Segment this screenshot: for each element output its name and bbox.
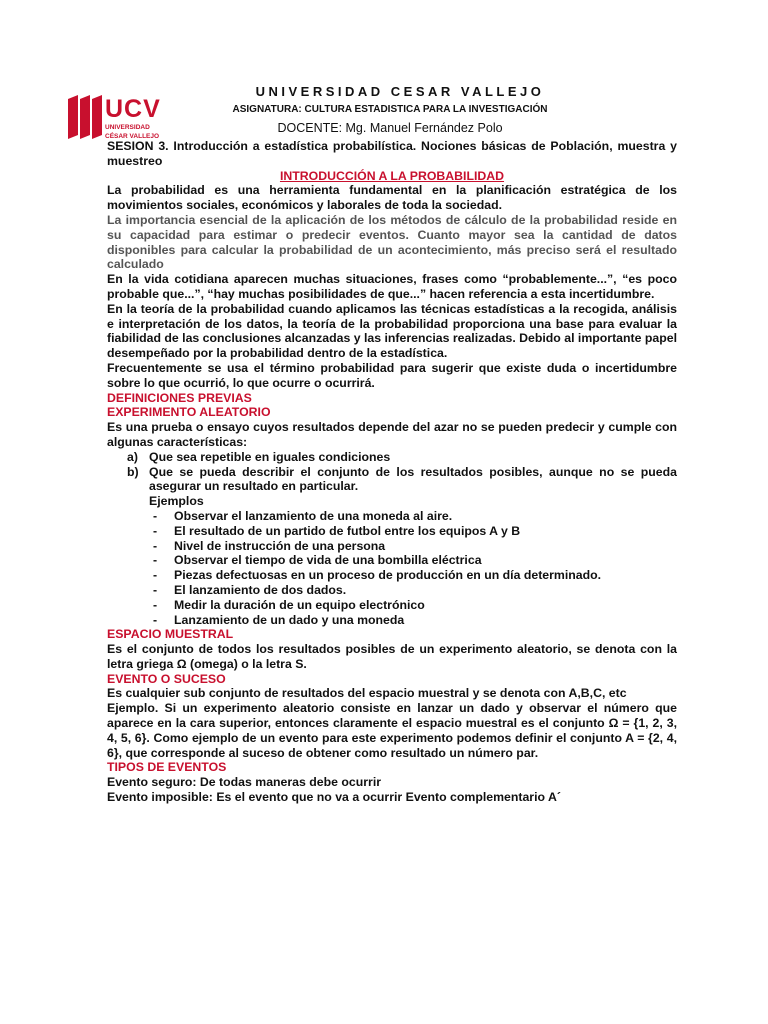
dash-marker: - (153, 538, 158, 553)
example-text: Nivel de instrucción de una persona (174, 538, 386, 553)
examples-list (107, 509, 677, 627)
event-example: Ejemplo. Si un experimento aleatorio consiste en lanzar un dado y observar el número que aparece en la cara superior, entonces claramente el espacio muestral es el conjunto Ω = {1, 2, 3, 4, 5, 6}. Como ejemplo de un evento para este experimento podemos definir el conjunto A = {2, 4, 6}, que corresponde al suceso de obtener como resultado un número par. (107, 701, 677, 760)
intro-heading: INTRODUCCIÓN A LA PROBABILIDAD (279, 168, 505, 183)
example-text: El resultado de un partido de futbol entre los equipos A y B (174, 523, 521, 538)
dash-marker: - (153, 582, 158, 597)
example-text: Observar el tiempo de vida de una bombilla eléctrica (174, 553, 482, 568)
example-item (107, 613, 677, 628)
intro-paragraph-5: Frecuentemente se usa el término probabilidad para sugerir que existe duda o incertidumbre sobre lo que ocurrió, lo que ocurre o ocurrirá. (107, 360, 677, 390)
intro-paragraph-1: La probabilidad es una herramienta fundamental en la planificación estratégica de los movimientos sociales, económicos y laborales de toda la sociedad. (107, 183, 677, 213)
event-types-heading: TIPOS DE EVENTOS (107, 760, 227, 775)
example-item (107, 598, 677, 613)
experiment-text: Es una prueba o ensayo cuyos resultados depende del azar no se pueden predecir y cumple con algunas características: (107, 420, 677, 449)
subject-line: ASIGNATURA: CULTURA ESTADISTICA PARA LA INVESTIGACIÓN (232, 104, 548, 115)
dash-marker: - (153, 508, 158, 523)
example-item (107, 553, 677, 568)
teacher-line: DOCENTE: Mg. Manuel Fernández Polo (277, 121, 503, 135)
condition-marker: a) (127, 449, 138, 464)
dash-marker: - (153, 597, 158, 612)
condition-text: Que se pueda describir el conjunto de los resultados posibles, aunque no se pueda asegurar un resultado en particular. (149, 464, 677, 494)
logo-line-1: UNIVERSIDAD (105, 124, 150, 131)
event-text: Es cualquier sub conjunto de resultados del espacio muestral y se denota con A,B,C, etc (107, 686, 627, 701)
example-item (107, 509, 677, 524)
example-text: Observar el lanzamiento de una moneda al aire. (174, 508, 453, 523)
sure-event-text: Evento seguro: De todas maneras debe ocurrir (107, 775, 382, 790)
ucv-logo (68, 95, 173, 141)
experiment-heading: EXPERIMENTO ALEATORIO (107, 405, 271, 420)
example-text: Lanzamiento de un dado y una moneda (174, 612, 405, 627)
example-item (107, 524, 677, 539)
intro-paragraph-2: La importancia esencial de la aplicación de los métodos de cálculo de la probabilidad reside en su capacidad para estimar o predecir eventos. Cuanto mayor sea la cantidad de datos disponibles para calcular la probabilidad de un acontecimiento, más preciso será el resultado calculado (107, 212, 677, 272)
document-body (107, 139, 677, 805)
condition-text: Que sea repetible en iguales condiciones (149, 449, 391, 464)
ucv-logo-mark-icon (68, 95, 102, 141)
condition-item (107, 465, 677, 495)
examples-title: Ejemplos (149, 494, 204, 509)
logo-line-2: CÉSAR VALLEJO (105, 133, 160, 141)
dash-marker: - (153, 612, 158, 627)
sample-space-text: Es el conjunto de todos los resultados posibles de un experimento aleatorio, se denota con la letra griega Ω (omega) o la letra S. (107, 642, 677, 671)
dash-marker: - (153, 553, 158, 568)
session-title: SESION 3. Introducción a estadística probabilística. Nociones básicas de Población, muestra y muestreo (107, 139, 677, 168)
sample-space-heading: ESPACIO MUESTRAL (107, 627, 234, 642)
example-text: El lanzamiento de dos dados. (174, 582, 347, 597)
example-item (107, 568, 677, 583)
condition-marker: b) (127, 464, 139, 479)
condition-item (107, 450, 677, 465)
dash-marker: - (153, 523, 158, 538)
example-item (107, 539, 677, 554)
event-heading: EVENTO O SUCESO (107, 671, 226, 686)
definitions-heading: DEFINICIONES PREVIAS (107, 390, 252, 405)
impossible-event-text: Evento imposible: Es el evento que no va a ocurrir Evento complementario A´ (107, 790, 561, 805)
intro-paragraph-3: En la vida cotidiana aparecen muchas situaciones, frases como “probablemente...”, “es poco probable que...”, “hay muchas posibilidades de que...” hacen referencia a esta incertidumbre. (107, 272, 677, 301)
example-text: Medir la duración de un equipo electrónico (174, 597, 425, 612)
university-name: UNIVERSIDAD CESAR VALLEJO (255, 84, 545, 99)
conditions-list (107, 450, 677, 494)
example-item (107, 583, 677, 598)
logo-acronym: UCV (105, 95, 161, 123)
dash-marker: - (153, 568, 158, 583)
example-text: Piezas defectuosas en un proceso de producción en un día determinado. (174, 568, 602, 583)
intro-paragraph-4: En la teoría de la probabilidad cuando aplicamos las técnicas estadísticas a la recogida, análisis e interpretación de los datos, la teoría de la probabilidad proporciona una base para evaluar la fiabilidad de las conclusiones alcanzadas y las inferencias realizadas. Debido al importante papel desempeñado por la probabilidad dentro de la estadística. (107, 301, 677, 361)
